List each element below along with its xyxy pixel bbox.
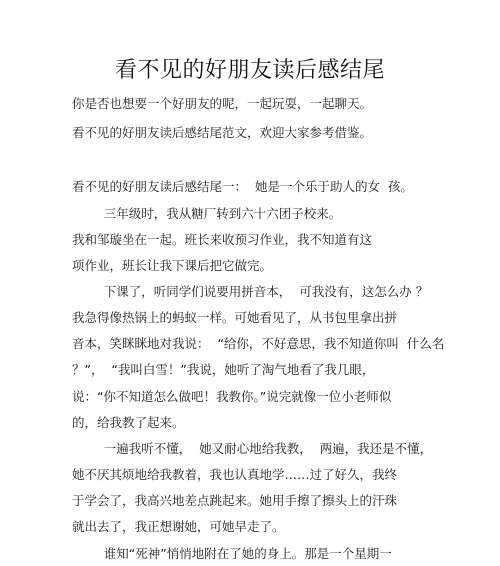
page-title: 看不见的好朋友读后感结尾 [114, 58, 385, 83]
paragraph-line: 项作业，班长让我下课后把它做完。 [72, 258, 273, 273]
paragraph-line: 于学会了，我高兴地差点跳起来。她用手擦了擦头上的汗珠 [72, 493, 398, 508]
paragraph-line: 我和邹璇坐在一起。班长来收预习作业，我不知道有这 [72, 232, 373, 247]
paragraph-line: 三年级时，我从糖厂转到六十六团子校来。 [72, 206, 342, 221]
paragraph-line: 说：“你不知道怎么做吧！我教你。”说完就像一位小老师似 [72, 389, 392, 404]
paragraph-line: 就出去了，我正想谢她，可她早走了。 [72, 519, 285, 534]
paragraph-line: 你是否也想要一个好朋友的呢，一起玩耍，一起聊天。 [72, 96, 373, 111]
paragraph-line: 一遍我听不懂， 她又耐心地给我教， 两遍，我还是不懂， [72, 441, 433, 456]
paragraph-line: 看不见的好朋友读后感结尾范文，欢迎大家参考借鉴。 [72, 125, 373, 140]
paragraph-line: 谁知“死神”悄悄地附在了她的身上。那是一个星期一 [72, 546, 392, 561]
paragraph-line: 看不见的好朋友读后感结尾一： 她是一个乐于助人的女 孩。 [72, 179, 413, 194]
paragraph-line: 下课了，听同学们说要用拼音本， 可我没有，这怎么办 ？ [72, 284, 429, 299]
paragraph-line: 音本，笑眯眯地对我说： “给你，不好意思，我不知道你叫 什么名 [72, 336, 445, 351]
paragraph-line: 她不厌其烦地给我教着，我也认真地学……过了好久，我终 [72, 467, 398, 482]
paragraph-line: 我急得像热锅上的蚂蚁一样。可她看见了，从书包里拿出拼 [72, 310, 398, 325]
paragraph-line: 的，给我教了起来。 [72, 415, 185, 430]
paragraph-line: ？”， “我叫白雪！”我说，她听了淘气地看了我几眼， [72, 362, 375, 377]
